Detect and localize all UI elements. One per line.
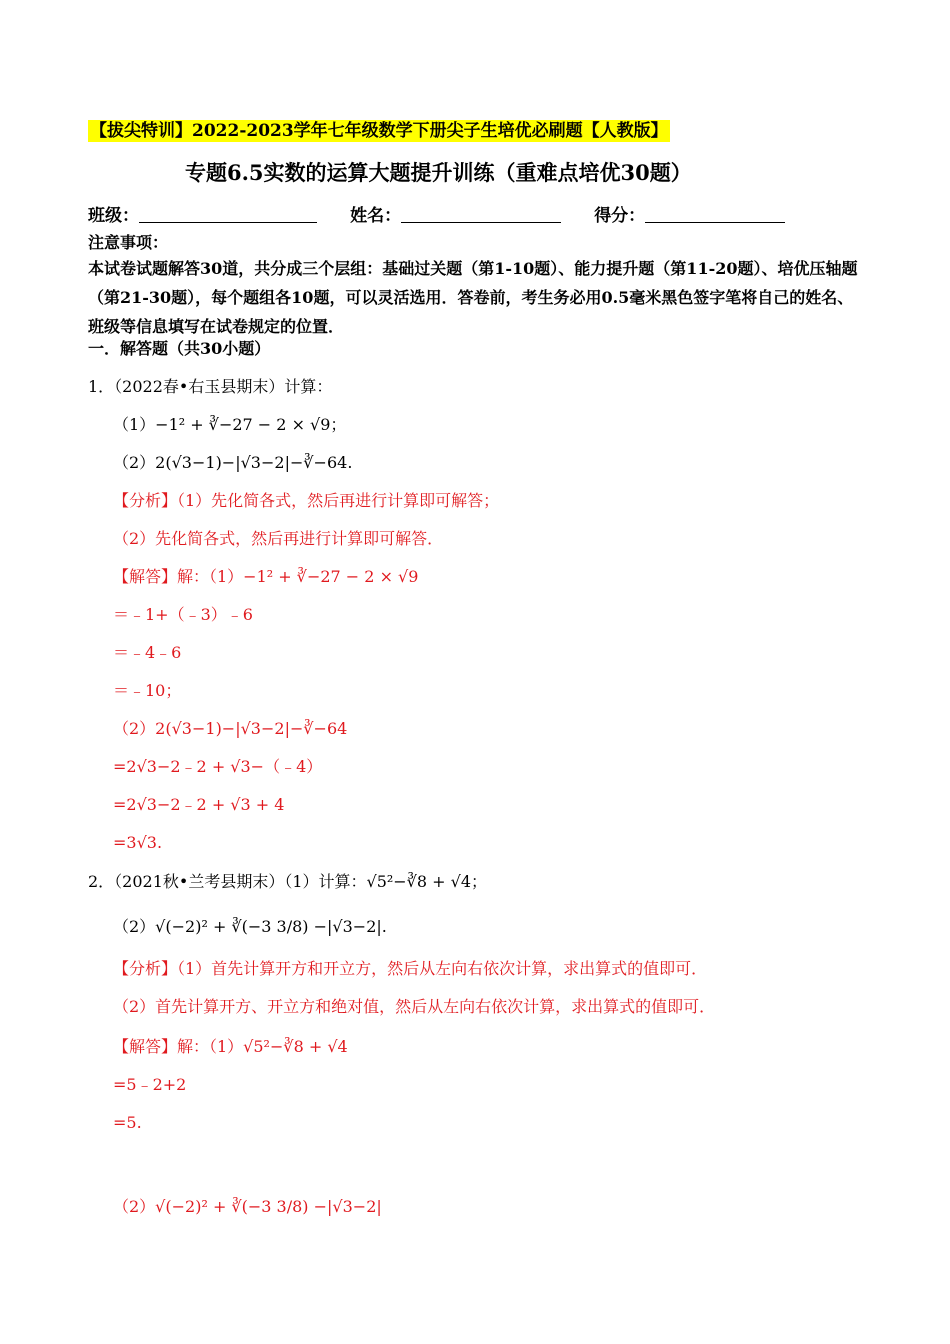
q1-step: =2√3−2﹣2 + √3 + 4 bbox=[113, 795, 285, 814]
q1-step: =3√3. bbox=[113, 833, 163, 852]
q1-part2: （2）2(√3−1)−|√3−2|−∛−64. bbox=[113, 453, 353, 472]
name-label: 姓名： bbox=[350, 206, 402, 226]
notice-body: 本试卷试题解答30道，共分成三个层组：基础过关题（第1-10题）、能力提升题（第11-20题）、培优压轴题（第21-30题），每个题组各10题，可以灵活选用．答卷前，考生务必用0.5毫米黑色签字笔将自己的姓名、班级等信息填写在试卷规定的位置． bbox=[88, 259, 858, 336]
info-fields bbox=[88, 205, 785, 227]
q2-analysis-2: （2）首先计算开方、开立方和绝对值，然后从左向右依次计算，求出算式的值即可． bbox=[113, 997, 716, 1016]
notice-heading: 注意事项： bbox=[88, 233, 169, 252]
q2-solution-2: （2）√(−2)² + ∛(−3 3/8) −|√3−2| bbox=[113, 1197, 382, 1216]
q2-step: =5. bbox=[113, 1113, 142, 1132]
header-banner: 【拔尖特训】2022-2023学年七年级数学下册尖子生培优必刷题【人教版】 bbox=[90, 121, 668, 141]
score-field[interactable] bbox=[645, 206, 785, 223]
q2-analysis-1: 【分析】（1）首先计算开方和开立方，然后从左向右依次计算，求出算式的值即可． bbox=[113, 959, 708, 978]
q1-step: ＝﹣4﹣6 bbox=[113, 643, 182, 662]
q1-analysis-2: （2）先化简各式，然后再进行计算即可解答． bbox=[113, 529, 444, 548]
q2-solution-1: 【解答】解：（1）√5²−∛8 + √4 bbox=[113, 1037, 348, 1056]
section-heading: 一．解答题（共30小题） bbox=[88, 339, 271, 358]
q1-solution-2: （2）2(√3−1)−|√3−2|−∛−64 bbox=[113, 719, 348, 738]
q2-part2: （2）√(−2)² + ∛(−3 3/8) −|√3−2|. bbox=[113, 917, 387, 936]
q1-analysis-1: 【分析】（1）先化简各式，然后再进行计算即可解答； bbox=[113, 491, 500, 510]
q1-step: =2√3−2﹣2 + √3−（﹣4） bbox=[113, 757, 323, 776]
page-title: 专题6.5实数的运算大题提升训练（重难点培优30题） bbox=[185, 160, 692, 185]
q1-part1: （1）−1² + ∛−27 − 2 × √9； bbox=[113, 415, 347, 434]
q2-stem: 2．（2021秋•兰考县期末）（1）计算：√5²−∛8 + √4； bbox=[88, 872, 488, 891]
q1-solution-1: 【解答】解：（1）−1² + ∛−27 − 2 × √9 bbox=[113, 567, 419, 586]
score-label: 得分： bbox=[594, 206, 646, 226]
q2-step: =5﹣2+2 bbox=[113, 1075, 187, 1094]
q1-step: ＝﹣1+（﹣3）﹣6 bbox=[113, 605, 253, 624]
class-label: 班级： bbox=[88, 206, 139, 226]
class-field[interactable] bbox=[139, 206, 317, 223]
q1-stem: 1．（2022春•右玉县期末）计算： bbox=[88, 377, 333, 396]
name-field[interactable] bbox=[401, 206, 561, 223]
q1-step: ＝﹣10； bbox=[113, 681, 182, 700]
